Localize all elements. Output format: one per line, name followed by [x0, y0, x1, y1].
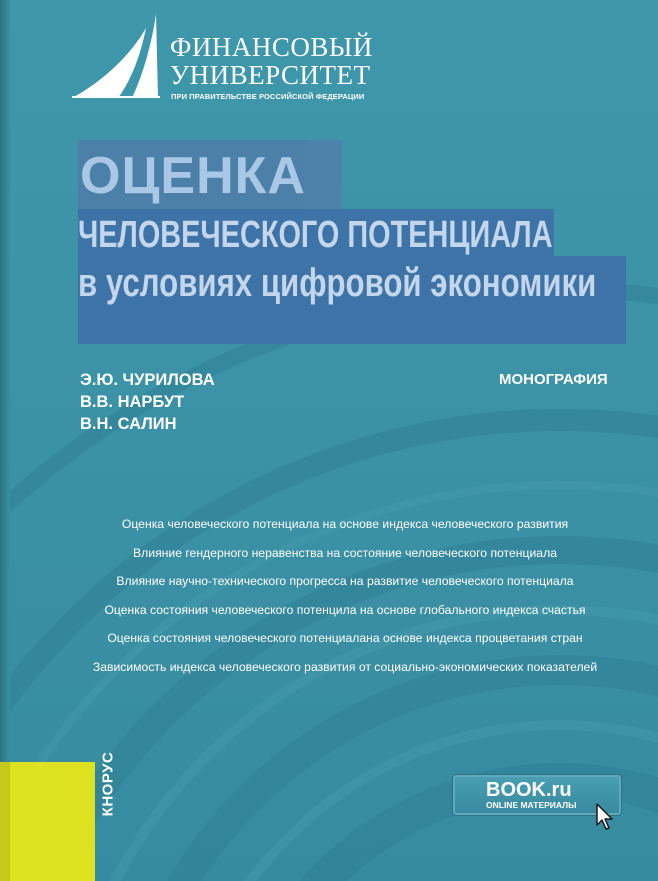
spine-edge	[0, 0, 10, 881]
topics-list	[40, 510, 650, 682]
author-2: В.В. НАРБУТ	[80, 393, 185, 411]
topic-item: Влияние гендерного неравенства на состояние человеческого потенциала	[133, 545, 557, 560]
topic-item: Оценка состояния человеческого потенциалана основе индекса процветания стран	[107, 631, 583, 646]
title-line-2: ЧЕЛОВЕЧЕСКОГО ПОТЕНЦИАЛА	[78, 209, 554, 259]
logo-line-1: ФИНАНСОВЫЙ	[170, 32, 373, 62]
topic-item: Оценка человеческого потенциала на основе индекса человеческого развития	[121, 517, 569, 531]
title-line-3: в условиях цифровой экономики	[78, 261, 597, 305]
logo-line-2: УНИВЕРСИТЕТ	[170, 60, 371, 90]
book-ru-sublabel: ONLINE МАТЕРИАЛЫ	[486, 800, 577, 810]
book-ru-label: BOOK.ru	[486, 779, 572, 801]
topic-item: Оценка состояния человеческого потенцила на основе глобального индекса счастья	[104, 602, 586, 617]
authors-list	[80, 369, 215, 435]
author-1: Э.Ю. ЧУРИЛОВА	[80, 371, 215, 389]
author-3: В.Н. САЛИН	[80, 415, 177, 433]
topic-item: Влияние научно-технического прогресса на развитие человеческого потенциала	[116, 574, 574, 589]
logo-subtitle: ПРИ ПРАВИТЕЛЬСТВЕ РОССИЙСКОЙ ФЕДЕРАЦИИ	[171, 92, 365, 101]
genre-label: МОНОГРАФИЯ	[499, 371, 608, 388]
publisher-name: КНОРУС	[99, 751, 117, 817]
yellow-band-edge	[0, 762, 10, 881]
title-line-1: ОЦЕНКА	[78, 140, 308, 210]
mouse-pointer-icon	[596, 803, 614, 831]
sail-logo-icon	[72, 12, 162, 100]
topic-item: Зависимость индекса человеческого развития от социально-экономических показателей	[92, 659, 598, 674]
publisher-yellow-band	[0, 762, 95, 881]
publisher-logo	[97, 748, 119, 820]
